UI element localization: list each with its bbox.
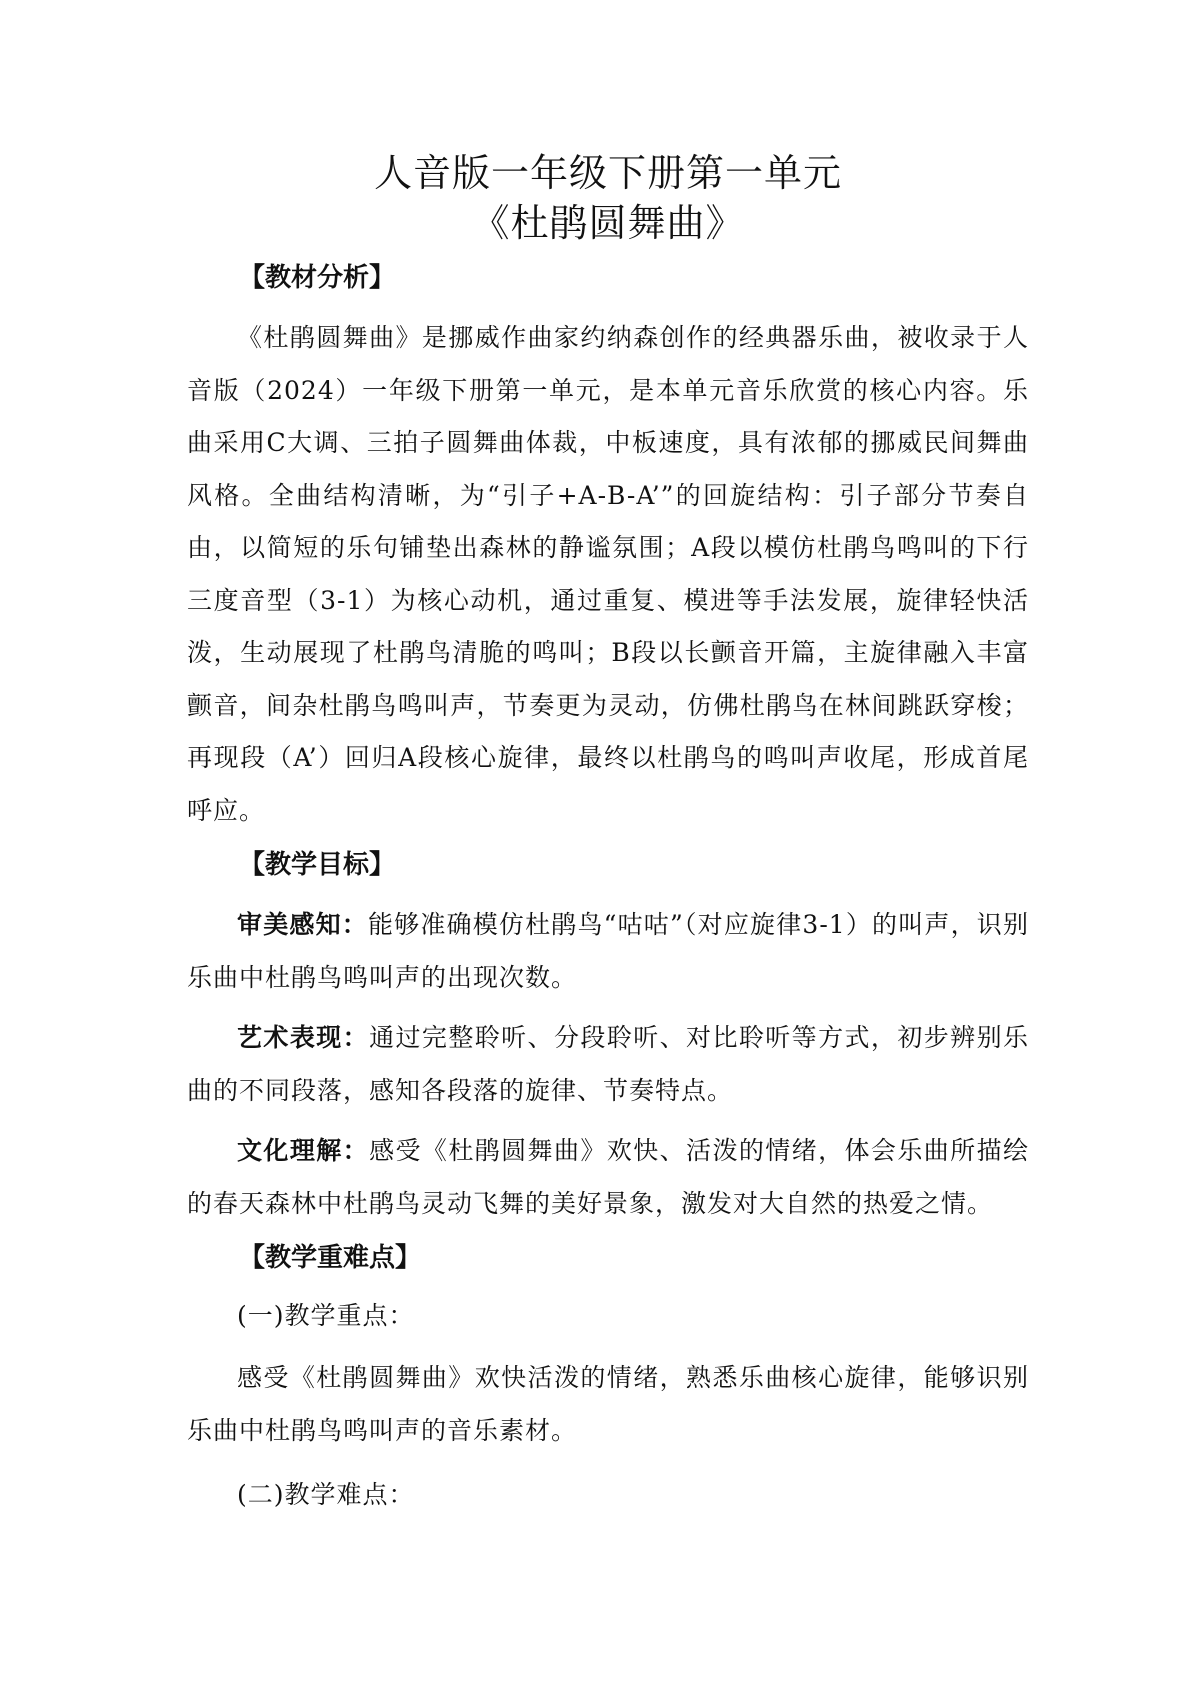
document-content: [187, 148, 1029, 1531]
focus-paragraph: 感受《杜鹃圆舞曲》欢快活泼的情绪，熟悉乐曲核心旋律，能够识别乐曲中杜鹃鸟鸣叫声的音乐素材。: [187, 1363, 1029, 1445]
document-title-line1: 人音版一年级下册第一单元: [373, 151, 842, 195]
document-title-line2: 《杜鹃圆舞曲》: [471, 201, 745, 245]
goal-item-aesthetic: [187, 899, 1029, 1004]
goal-label: 艺术表现：: [237, 1023, 370, 1052]
goal-label: 审美感知：: [237, 910, 368, 939]
analysis-paragraph: 《杜鹃圆舞曲》是挪威作曲家约纳森创作的经典器乐曲，被收录于人音版（2024）一年级下册第一单元，是本单元音乐欣赏的核心内容。乐曲采用C大调、三拍子圆舞曲体裁，中板速度，具有浓郁的挪威民间舞曲风格。全曲结构清晰，为“引子+A-B-A’”的回旋结构：引子部分节奏自由，以简短的乐句铺垫出森林的静谧氛围；A段以模仿杜鹃鸟鸣叫的下行三度音型（3-1）为核心动机，通过重复、模进等手法发展，旋律轻快活泼，生动展现了杜鹃鸟清脆的鸣叫；B段以长颤音开篇，主旋律融入丰富颤音，间杂杜鹃鸟鸣叫声，节奏更为灵动，仿佛杜鹃鸟在林间跳跃穿梭；再现段（A’）回归A段核心旋律，最终以杜鹃鸟的鸣叫声收尾，形成首尾呼应。: [187, 323, 1029, 825]
goal-item-culture: [187, 1125, 1029, 1230]
section-heading-analysis: 【教材分析】: [239, 263, 396, 293]
difficulty-label: (二)教学难点：: [237, 1480, 415, 1509]
goal-text: 感受《杜鹃圆舞曲》欢快、活泼的情绪，体会乐曲所描绘的春天森林中杜鹃鸟灵动飞舞的美好景象，激发对大自然的热爱之情。: [187, 1136, 1029, 1218]
goal-text: 能够准确模仿杜鹃鸟“咕咕”（对应旋律3-1）的叫声，识别乐曲中杜鹃鸟鸣叫声的出现次数。: [187, 910, 1029, 992]
section-heading-goals: 【教学目标】: [239, 850, 396, 880]
goal-label: 文化理解：: [237, 1136, 370, 1165]
goal-item-performance: [187, 1012, 1029, 1117]
focus-label: (一)教学重点：: [237, 1301, 415, 1330]
goal-text: 通过完整聆听、分段聆听、对比聆听等方式，初步辨别乐曲的不同段落，感知各段落的旋律、节奏特点。: [187, 1023, 1029, 1105]
section-heading-keypoints: 【教学重难点】: [239, 1243, 422, 1273]
